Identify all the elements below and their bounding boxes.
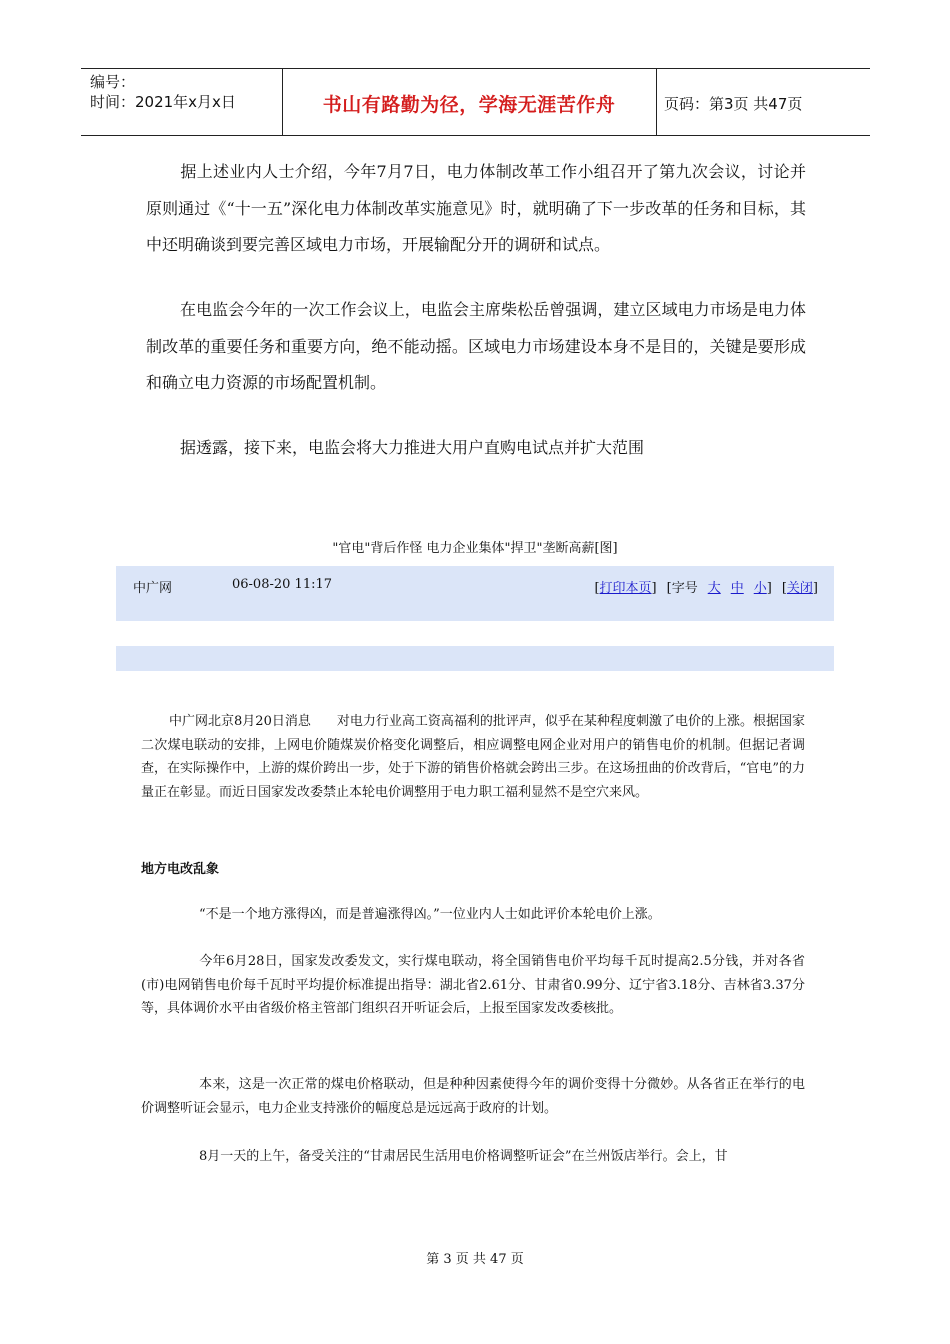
font-small-link[interactable]: 小 [753, 581, 767, 596]
intro-paragraph-text: 据透露，接下来，电监会将大力推进大用户直购电试点并扩大范围 [180, 438, 645, 457]
section-paragraph [141, 950, 805, 1021]
section-paragraph [141, 1145, 805, 1169]
article-paragraph-text: 中广网北京8月20日消息 对电力行业高工资高福利的批评声，似乎在某种程度刺激了电价的上涨。根据国家二次煤电联动的安排，上网电价随煤炭价格变化调整后，相应调整电网企业对用户的销售电价的机制。但据记者调查，在实际操作中，上游的煤价跨出一步，处于下游的销售价格就会跨出三步。在这场扭曲的价改背后，“官电”的力量正在彰显。而近日国家发改委禁止本轮电价调整用于电力职工福利显然不是空穴来风。 [141, 714, 805, 800]
article-datetime: 06-08-20 11:17 [232, 577, 333, 592]
print-link[interactable]: 打印本页 [599, 581, 652, 596]
header-time: 时间：2021年x月x日 [90, 93, 236, 111]
article-source: 中广网 [133, 581, 173, 596]
article-title: "官电"背后作怪 电力企业集体"捍卫"垄断高薪[图] [332, 541, 618, 556]
article-paragraph [141, 710, 805, 804]
header-meta [90, 72, 236, 112]
header-page-number: 页码：第3页 共47页 [664, 95, 803, 113]
section-paragraph [141, 1073, 805, 1120]
article-separator-bar [116, 646, 834, 671]
section-paragraph-text: 今年6月28日，国家发改委发文，实行煤电联动，将全国销售电价平均每千瓦时提高2.5分钱，并对各省(市)电网销售电价每千瓦时平均提价标准提出指导：湖北省2.61分、甘肃省0.99分、辽宁省3.18分、吉林省3.37分等，具体调价水平由省级价格主管部门组织召开听证会后，上报至国家发改委核批。 [141, 954, 805, 1016]
font-large-link[interactable]: 大 [707, 581, 721, 596]
section-paragraph-text: 8月一天的上午，备受关注的“甘肃居民生活用电价格调整听证会”在兰州饭店举行。会上，甘 [199, 1149, 728, 1164]
intro-paragraph-text: 在电监会今年的一次工作会议上，电监会主席柴松岳曾强调，建立区域电力市场是电力体制改革的重要任务和重要方向，绝不能动摇。区域电力市场建设本身不是目的，关键是要形成和确立电力资源的市场配置机制。 [146, 300, 806, 392]
font-medium-link[interactable]: 中 [730, 581, 744, 596]
intro-paragraph [146, 154, 806, 264]
header-top-rule [81, 68, 870, 69]
intro-paragraph [146, 292, 806, 402]
header-number: 编号： [90, 73, 136, 91]
section-paragraph [141, 903, 805, 927]
font-size-label: 字号 [671, 581, 698, 596]
close-link[interactable]: 关闭 [786, 581, 813, 596]
header-bottom-rule [81, 135, 870, 136]
article-toolbar: [打印本页] [字号 大 中 小] [关闭] [594, 581, 818, 596]
section-paragraph-text: 本来，这是一次正常的煤电价格联动，但是种种因素使得今年的调价变得十分微妙。从各省正在举行的电价调整听证会显示，电力企业支持涨价的幅度总是远远高于政府的计划。 [141, 1077, 805, 1116]
section-paragraph-text: “不是一个地方涨得凶，而是普遍涨得凶。”一位业内人士如此评价本轮电价上涨。 [199, 907, 661, 922]
intro-paragraph [146, 430, 806, 467]
intro-paragraph-text: 据上述业内人士介绍，今年7月7日，电力体制改革工作小组召开了第九次会议，讨论并原则通过《“十一五”深化电力体制改革实施意见》时，就明确了下一步改革的任务和目标，其中还明确谈到要完善区域电力市场，开展输配分开的调研和试点。 [146, 162, 806, 254]
section-heading: 地方电改乱象 [141, 862, 220, 877]
page-footer: 第 3 页 共 47 页 [426, 1252, 524, 1267]
header-motto: 书山有路勤为径，学海无涯苦作舟 [322, 94, 616, 116]
header-divider-right [656, 68, 657, 135]
